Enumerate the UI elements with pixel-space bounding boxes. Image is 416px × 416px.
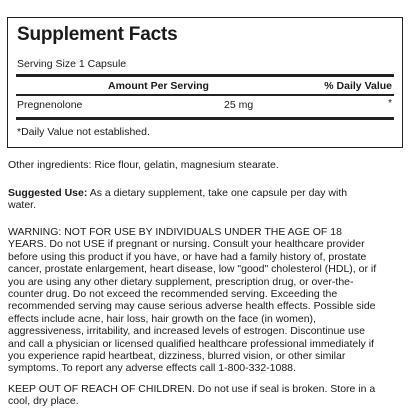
suggested-use-text-line: As a dietary supplement, take one capsule per day with [87, 187, 348, 199]
warning-line: counter drug. Do not exceed the recommended serving. Exceeding the [8, 288, 338, 301]
warning-line: WARNING: NOT FOR USE BY INDIVIDUALS UNDER THE AGE OF 18 [8, 226, 342, 238]
header-divider [16, 94, 394, 96]
warning-line: cancer, prostate enlargement, heart disease, low "good" cholesterol (HDL), or if [8, 263, 377, 276]
warning-line: you are using any other dietary supplement, prescription drug, or over-the- [8, 275, 354, 288]
keep-out-of-reach-paragraph [8, 383, 408, 408]
other-ingredients: Other ingredients: Rice flour, gelatin, magnesium stearate. [8, 159, 279, 171]
suggested-use-text-line: water. [8, 199, 37, 212]
bottom-divider [16, 117, 394, 120]
daily-value-footnote: *Daily Value not established. [17, 126, 150, 138]
thick-divider [16, 74, 394, 77]
ingredient-name: Pregnenolone [17, 99, 83, 111]
ingredient-amount: 25 mg [224, 99, 254, 111]
suggested-use [8, 187, 408, 212]
warning-line: you experience rapid heartbeat, dizziness, blurred vision, or other similar [8, 350, 346, 363]
suggested-use-label: Suggested Use: [8, 187, 88, 199]
facts-title: Supplement Facts [17, 24, 178, 45]
keep-out-line: cool, dry place. [8, 395, 79, 408]
warning-line: effects include acne, hair loss, hair growth on the face (in women), [8, 312, 316, 325]
supplement-facts-panel [7, 17, 403, 148]
ingredient-daily-value: * [388, 98, 392, 109]
serving-size: Serving Size 1 Capsule [17, 58, 127, 70]
amount-per-serving-header: Amount Per Serving [108, 80, 209, 92]
warning-line: aggressiveness, irritability, and increased levels of estrogen. Discontinue use [8, 325, 365, 338]
warning-line: symptoms. To report any adverse effects call 1-800-332-1088. [8, 362, 296, 375]
warning-paragraph [8, 226, 408, 375]
keep-out-line: KEEP OUT OF REACH OF CHILDREN. Do not use if seal is broken. Store in a [8, 383, 376, 395]
warning-line: YEARS. Do not USE if pregnant or nursing. Consult your healthcare provider [8, 238, 365, 251]
warning-line: recommended serving may cause serious adverse health effects. Possible side [8, 300, 376, 313]
daily-value-header: % Daily Value [324, 80, 392, 92]
warning-line: and call a physician or licensed qualified healthcare professional immediately if [8, 337, 374, 350]
warning-line: before using this product if you have, or have had a family history of, prostate [8, 250, 367, 263]
